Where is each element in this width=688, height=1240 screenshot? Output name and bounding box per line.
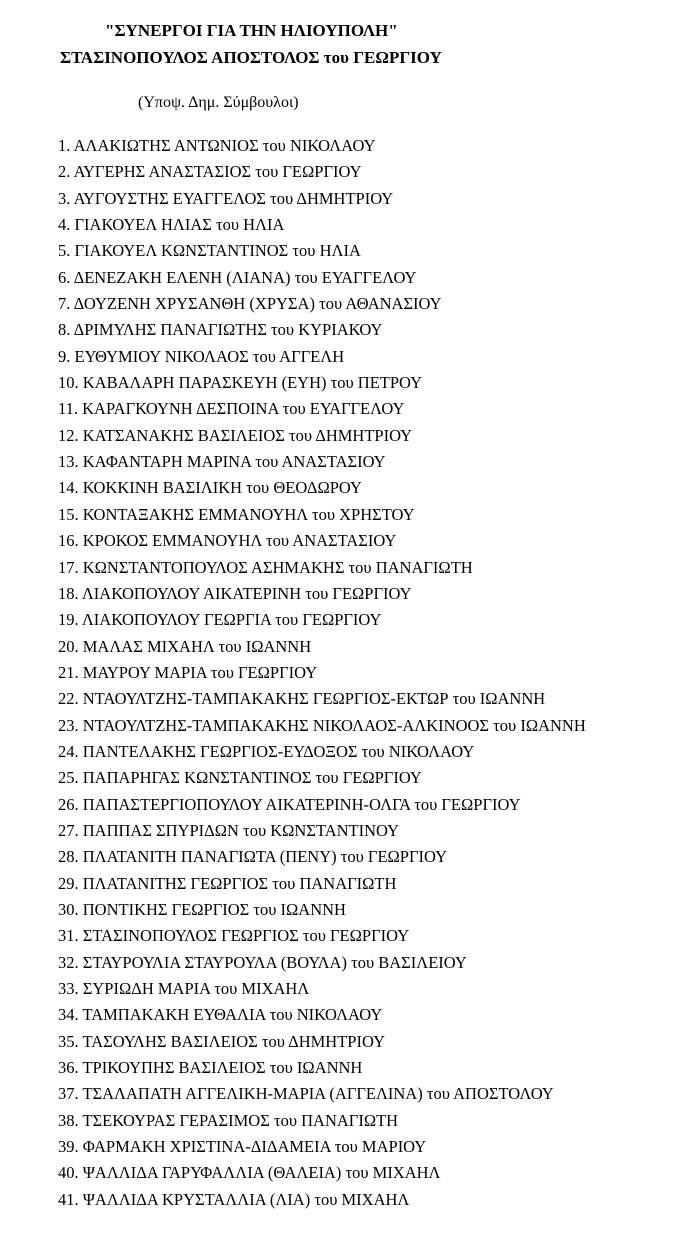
list-item: 30. ΠΟΝΤΙΚΗΣ ΓΕΩΡΓΙΟΣ του ΙΩΑΝΝΗ xyxy=(58,899,346,919)
list-item: 5. ΓΙΑΚΟΥΕΛ ΚΩΝΣΤΑΝΤΙΝΟΣ του ΗΛΙΑ xyxy=(58,241,361,261)
list-item: 3. ΑΥΓΟΥΣΤΗΣ ΕΥΑΓΓΕΛΟΣ του ΔΗΜΗΤΡΙΟΥ xyxy=(58,188,394,208)
list-item: 29. ΠΛΑΤΑΝΙΤΗΣ ΓΕΩΡΓΙΟΣ του ΠΑΝΑΓΙΩΤΗ xyxy=(58,873,397,893)
list-item: 9. ΕΥΘΥΜΙΟΥ ΝΙΚΟΛΑΟΣ του ΑΓΓΕΛΗ xyxy=(58,346,345,366)
list-item: 10. ΚΑΒΑΛΑΡΗ ΠΑΡΑΣΚΕΥΗ (ΕΥΗ) του ΠΕΤΡΟΥ xyxy=(58,373,423,393)
list-item: 11. ΚΑΡΑΓΚΟΥΝΗ ΔΕΣΠΟΙΝΑ του ΕΥΑΓΓΕΛΟΥ xyxy=(58,399,405,419)
list-item: 2. ΑΥΓΕΡΗΣ ΑΝΑΣΤΑΣΙΟΣ του ΓΕΩΡΓΙΟΥ xyxy=(58,162,362,182)
list-item: 35. ΤΑΣΟΥΛΗΣ ΒΑΣΙΛΕΙΟΣ του ΔΗΜΗΤΡΙΟΥ xyxy=(58,1031,385,1051)
list-item: 4. ΓΙΑΚΟΥΕΛ ΗΛΙΑΣ του ΗΛΙΑ xyxy=(58,215,285,235)
list-item: 31. ΣΤΑΣΙΝΟΠΟΥΛΟΣ ΓΕΩΡΓΙΟΣ του ΓΕΩΡΓΙΟΥ xyxy=(58,926,410,946)
list-item: 12. ΚΑΤΣΑΝΑΚΗΣ ΒΑΣΙΛΕΙΟΣ του ΔΗΜΗΤΡΙΟΥ xyxy=(58,425,413,445)
document-subtitle-candidate: ΣΤΑΣΙΝΟΠΟΥΛΟΣ ΑΠΟΣΤΟΛΟΣ του ΓΕΩΡΓΙΟΥ xyxy=(60,48,442,67)
candidate-list xyxy=(58,133,586,1213)
list-item: 18. ΛΙΑΚΟΠΟΥΛΟΥ ΑΙΚΑΤΕΡΙΝΗ του ΓΕΩΡΓΙΟΥ xyxy=(58,583,412,603)
list-item: 38. ΤΣΕΚΟΥΡΑΣ ΓΕΡΑΣΙΜΟΣ του ΠΑΝΑΓΙΩΤΗ xyxy=(58,1110,399,1130)
list-item: 36. ΤΡΙΚΟΥΠΗΣ ΒΑΣΙΛΕΙΟΣ του ΙΩΑΝΝΗ xyxy=(58,1058,363,1078)
list-item: 7. ΔΟΥΖΕΝΗ ΧΡΥΣΑΝΘΗ (ΧΡΥΣΑ) του ΑΘΑΝΑΣΙΟΥ xyxy=(58,294,442,314)
list-item: 33. ΣΥΡΙΩΔΗ ΜΑΡΙΑ του ΜΙΧΑΗΛ xyxy=(58,979,310,998)
list-item: 20. ΜΑΛΑΣ ΜΙΧΑΗΛ του ΙΩΑΝΝΗ xyxy=(58,636,312,656)
list-item: 15. ΚΟΝΤΑΞΑΚΗΣ ΕΜΜΑΝΟΥΗΛ του ΧΡΗΣΤΟΥ xyxy=(58,504,415,524)
list-item: 39. ΦΑΡΜΑΚΗ ΧΡΙΣΤΙΝΑ-ΔΙΔΑΜΕΙΑ του ΜΑΡΙΟΥ xyxy=(58,1137,427,1157)
section-label: (Υποψ. Δημ. Σύμβουλοι) xyxy=(138,94,299,111)
list-item: 23. ΝΤΑΟΥΛΤΖΗΣ-ΤΑΜΠΑΚΑΚΗΣ ΝΙΚΟΛΑΟΣ-ΑΛΚΙΝΟΟΣ του ΙΩΑΝΝΗ xyxy=(58,715,586,735)
list-item: 24. ΠΑΝΤΕΛΑΚΗΣ ΓΕΩΡΓΙΟΣ-ΕΥΔΟΞΟΣ του ΝΙΚΟΛΑΟΥ xyxy=(58,741,475,761)
list-item: 16. ΚΡΟΚΟΣ ΕΜΜΑΝΟΥΗΛ του ΑΝΑΣΤΑΣΙΟΥ xyxy=(58,531,397,551)
list-item: 21. ΜΑΥΡΟΥ ΜΑΡΙΑ του ΓΕΩΡΓΙΟΥ xyxy=(58,662,318,682)
list-item: 37. ΤΣΑΛΑΠΑΤΗ ΑΓΓΕΛΙΚΗ-ΜΑΡΙΑ (ΑΓΓΕΛΙΝΑ) του ΑΠΟΣΤΟΛΟΥ xyxy=(58,1084,554,1104)
list-item: 17. ΚΩΝΣΤΑΝΤΟΠΟΥΛΟΣ ΑΣΗΜΑΚΗΣ του ΠΑΝΑΓΙΩΤΗ xyxy=(58,557,473,577)
document-title: "ΣΥΝΕΡΓΟΙ ΓΙΑ ΤΗΝ ΗΛΙΟΥΠΟΛΗ" xyxy=(105,21,398,40)
list-item: 25. ΠΑΠΑΡΗΓΑΣ ΚΩΝΣΤΑΝΤΙΝΟΣ του ΓΕΩΡΓΙΟΥ xyxy=(58,768,422,788)
list-item: 1. ΑΛΑΚΙΩΤΗΣ ΑΝΤΩΝΙΟΣ του ΝΙΚΟΛΑΟΥ xyxy=(58,136,376,155)
list-item: 14. ΚΟΚΚΙΝΗ ΒΑΣΙΛΙΚΗ του ΘΕΟΔΩΡΟΥ xyxy=(58,478,362,498)
list-item: 32. ΣΤΑΥΡΟΥΛΙΑ ΣΤΑΥΡΟΥΛΑ (ΒΟΥΛΑ) του ΒΑΣΙΛΕΙΟΥ xyxy=(58,952,467,972)
list-item: 6. ΔΕΝΕΖΑΚΗ ΕΛΕΝΗ (ΛΙΑΝΑ) του ΕΥΑΓΓΕΛΟΥ xyxy=(58,267,417,287)
list-item: 26. ΠΑΠΑΣΤΕΡΓΙΟΠΟΥΛΟΥ ΑΙΚΑΤΕΡΙΝΗ-ΟΛΓΑ του ΓΕΩΡΓΙΟΥ xyxy=(58,794,521,814)
list-item: 19. ΛΙΑΚΟΠΟΥΛΟΥ ΓΕΩΡΓΙΑ του ΓΕΩΡΓΙΟΥ xyxy=(58,610,382,630)
list-item: 22. ΝΤΑΟΥΛΤΖΗΣ-ΤΑΜΠΑΚΑΚΗΣ ΓΕΩΡΓΙΟΣ-ΕΚΤΩΡ του ΙΩΑΝΝΗ xyxy=(58,689,546,709)
list-item: 8. ΔΡΙΜΥΛΗΣ ΠΑΝΑΓΙΩΤΗΣ του ΚΥΡΙΑΚΟΥ xyxy=(58,320,383,340)
list-item: 13. ΚΑΦΑΝΤΑΡΗ ΜΑΡΙΝΑ του ΑΝΑΣΤΑΣΙΟΥ xyxy=(58,452,386,472)
list-item: 28. ΠΛΑΤΑΝΙΤΗ ΠΑΝΑΓΙΩΤΑ (ΠΕΝΥ) του ΓΕΩΡΓΙΟΥ xyxy=(58,847,447,867)
list-item: 27. ΠΑΠΠΑΣ ΣΠΥΡΙΔΩΝ του ΚΩΝΣΤΑΝΤΙΝΟΥ xyxy=(58,820,400,840)
list-item: 40. ΨΑΛΛΙΔΑ ΓΑΡΥΦΑΛΛΙΑ (ΘΑΛΕΙΑ) του ΜΙΧΑΗΛ xyxy=(58,1163,441,1183)
list-item: 41. ΨΑΛΛΙΔΑ ΚΡΥΣΤΑΛΛΙΑ (ΛΙΑ) του ΜΙΧΑΗΛ xyxy=(58,1189,410,1209)
list-item: 34. ΤΑΜΠΑΚΑΚΗ ΕΥΘΑΛΙΑ του ΝΙΚΟΛΑΟΥ xyxy=(58,1005,383,1025)
